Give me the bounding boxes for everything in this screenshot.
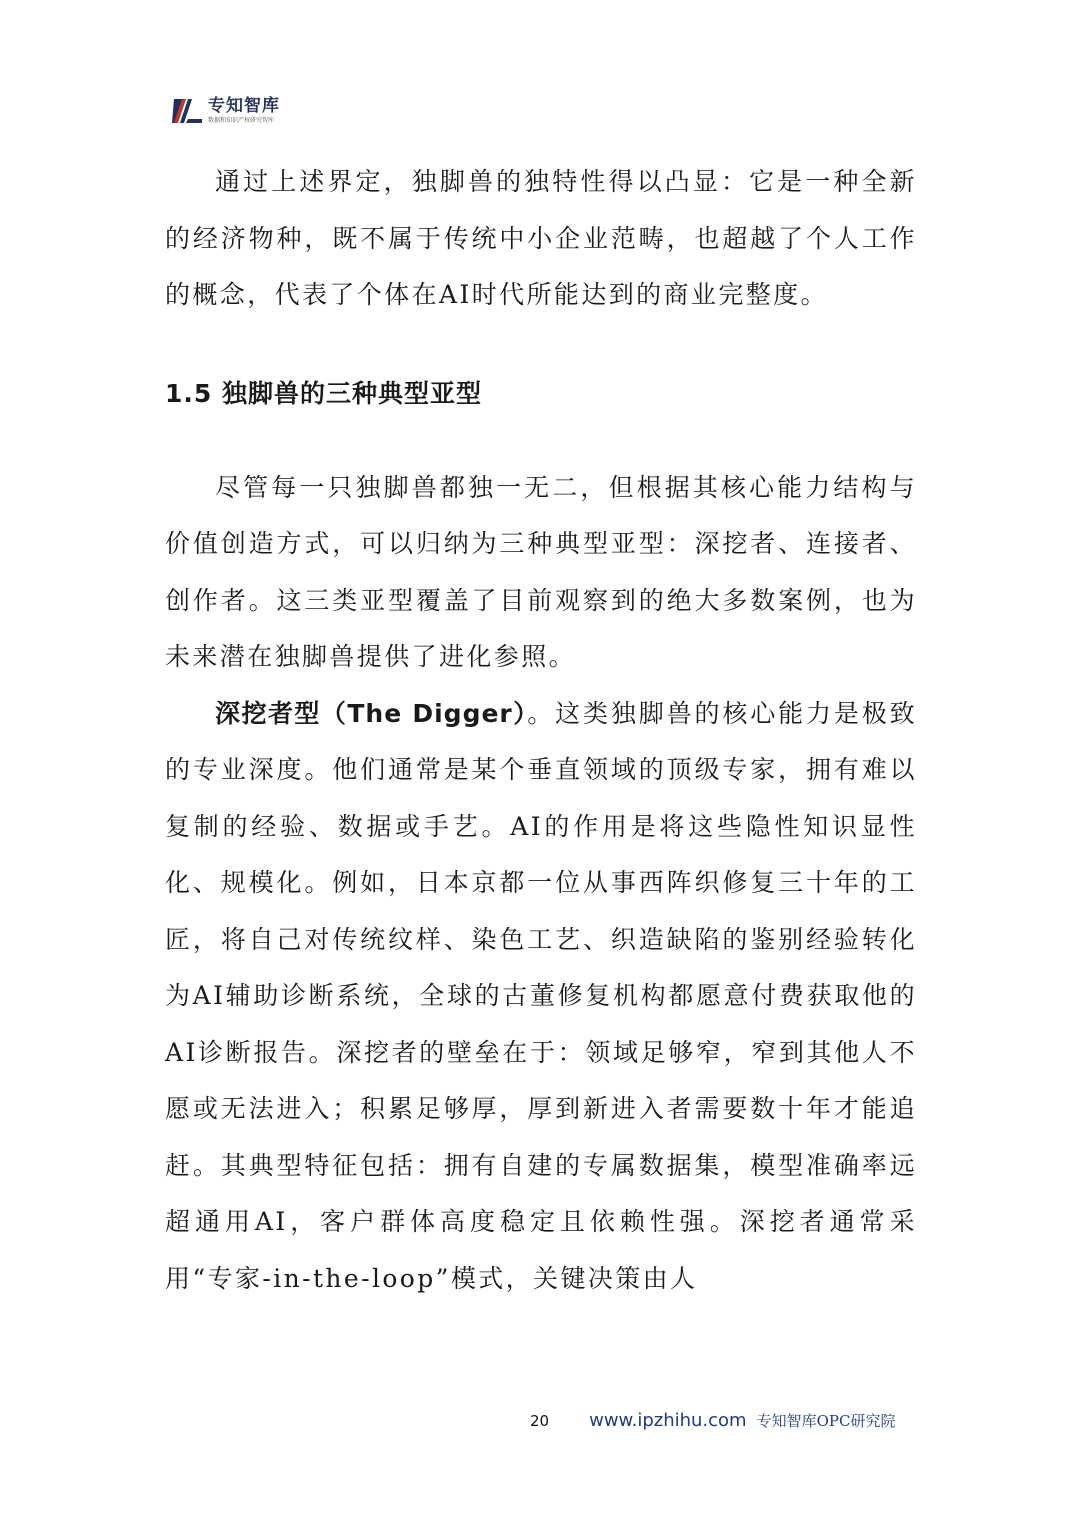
section-heading: 1.5 独脚兽的三种典型亚型 (165, 378, 482, 408)
overview-paragraph: 尽管每一只独脚兽都独一无二，但根据其核心能力结构与价值创造方式，可以归纳为三种典型亚型：深挖者、连接者、创作者。这三类亚型覆盖了目前观察到的绝大多数案例，也为未来潜在独脚兽提供了进化参照。 (165, 472, 917, 671)
logo-text (208, 96, 280, 125)
document-body (165, 154, 917, 1307)
footer-site-name: 专知智库OPC研究院 (756, 1412, 896, 1430)
digger-lead: 深挖者型（The Digger） (215, 698, 528, 728)
page-header (172, 96, 280, 126)
logo-tagline: 数据和知识产权研究智库 (208, 117, 275, 124)
logo-name: 专知智库 (208, 96, 280, 116)
intro-paragraph: 通过上述界定，独脚兽的独特性得以凸显：它是一种全新的经济物种，既不属于传统中小企业范畴，也超越了个人工作的概念，代表了个体在AI时代所能达到的商业完整度。 (165, 167, 917, 309)
digger-paragraph (165, 686, 917, 1308)
footer-url-link[interactable]: www.ipzhihu.com (589, 1410, 747, 1431)
digger-body: 。这类独脚兽的核心能力是极致的专业深度。他们通常是某个垂直领域的顶级专家，拥有难以复制的经验、数据或手艺。AI的作用是将这些隐性知识显性化、规模化。例如，日本京都一位从事西阵织修复三十年的工匠，将自己对传统纹样、染色工艺、织造缺陷的鉴别经验转化为AI辅助诊断系统，全球的古董修复机构都愿意付费获取他的AI诊断报告。深挖者的壁垒在于：领域足够窄，窄到其他人不愿或无法进入；积累足够厚，厚到新进入者需要数十年才能追赶。其典型特征包括：拥有自建的专属数据集，模型准确率远超通用AI，客户群体高度稳定且依赖性强。深挖者通常采用“专家-in-the-loop”模式，关键决策由人 (165, 698, 917, 1293)
zl-logo-icon (172, 96, 204, 126)
page-footer (530, 1410, 895, 1431)
page-number: 20 (530, 1412, 550, 1430)
